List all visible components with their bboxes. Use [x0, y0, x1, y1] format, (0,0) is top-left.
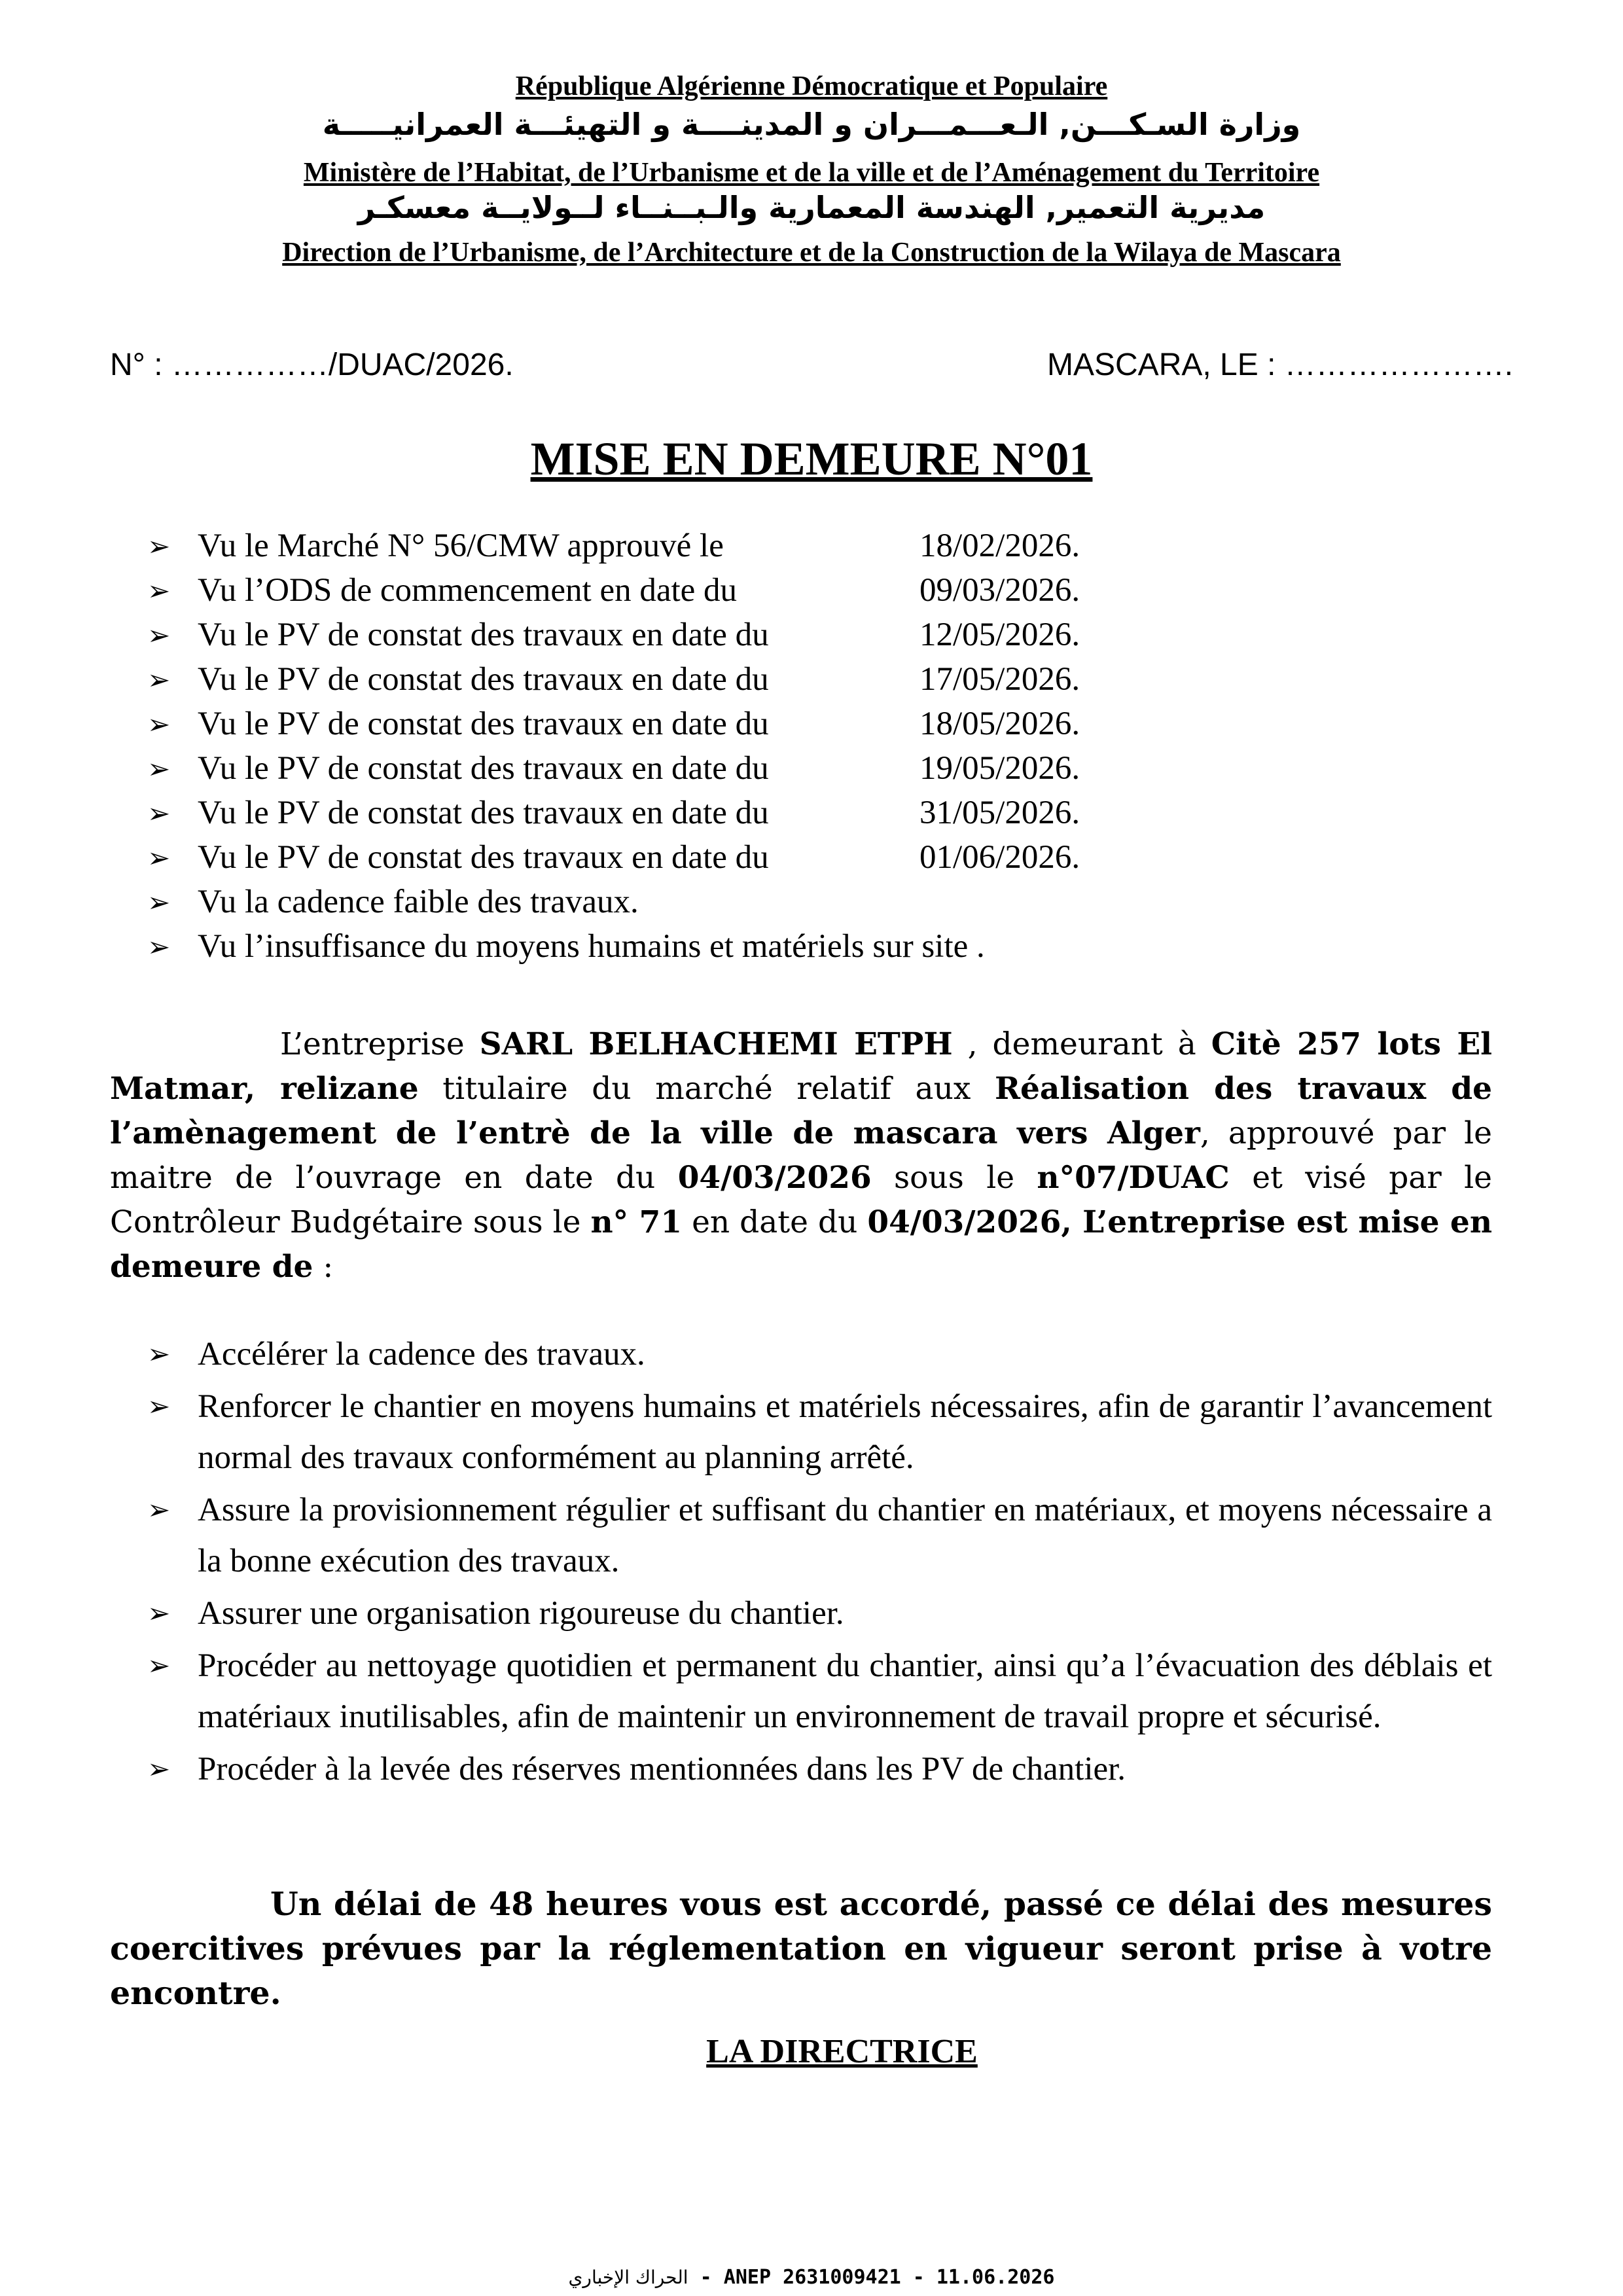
action-text: Procéder à la levée des réserves mentionnées dans les PV de chantier. [198, 1751, 1126, 1787]
header-direction-fr: Direction de l’Urbanisme, de l’Architecture et de la Construction de la Wilaya de Mascara [282, 238, 1341, 268]
list-item [147, 835, 1194, 880]
header-republic: République Algérienne Démocratique et Populaire [515, 71, 1108, 101]
item-label: Vu le PV de constat des travaux en date du [198, 617, 769, 653]
arrowhead-bullet-icon: ➢ [147, 886, 171, 918]
item-label: Vu la cadence faible des travaux. [198, 884, 639, 920]
approval-number: n°07/DUAC [1037, 1160, 1230, 1196]
arrowhead-bullet-icon: ➢ [147, 574, 171, 607]
arrowhead-bullet-icon: ➢ [147, 797, 171, 829]
list-item [147, 791, 1194, 835]
arrowhead-bullet-icon: ➢ [147, 1597, 171, 1629]
company-name: SARL BELHACHEMI ETPH [479, 1026, 953, 1062]
arrowhead-bullet-icon: ➢ [147, 663, 171, 696]
signature-title: LA DIRECTRICE [706, 2033, 978, 2070]
arrowhead-bullet-icon: ➢ [147, 1494, 171, 1526]
closing-paragraph [110, 1882, 1492, 2015]
action-text: Accélérer la cadence des travaux. [198, 1336, 645, 1372]
action-text: Renforcer le chantier en moyens humains et matériels nécessaires, afin de garantir l’avancement normal des travaux conformément au planning arrêté. [198, 1388, 1492, 1476]
project-title: Réalisation des travaux de l’amènagement de l’entrè de la ville de mascara vers Alger [110, 1071, 1492, 1151]
arrowhead-bullet-icon: ➢ [147, 1753, 171, 1785]
list-item [147, 1329, 1492, 1380]
action-text: Procéder au nettoyage quotidien et permanent du chantier, ainsi qu’a l’évacuation des déblais et matériaux inutilisables, afin de maintenir un environnement de travail propre et sécurisé. [198, 1647, 1492, 1735]
list-item [147, 702, 1194, 746]
item-date: 09/03/2026. [919, 572, 1080, 609]
visa-number: n° 71 [590, 1204, 683, 1240]
header-ministry-fr: Ministère de l’Habitat, de l’Urbanisme et de la ville et de l’Aménagement du Territoire [303, 158, 1320, 188]
item-label: Vu le PV de constat des travaux en date du [198, 795, 769, 831]
list-item [147, 1588, 1492, 1639]
place-date: MASCARA, LE : …………………. [1047, 348, 1514, 382]
text-segment: : [313, 1249, 334, 1285]
list-item [147, 1381, 1492, 1483]
visa-phrase: 04/03/2026, L’entreprise est mise en demeure de [110, 1204, 1492, 1285]
text-segment: L’entreprise [280, 1026, 480, 1062]
arrowhead-bullet-icon: ➢ [147, 1649, 171, 1681]
text-segment: titulaire du marché relatif aux [418, 1071, 995, 1107]
arrowhead-bullet-icon: ➢ [147, 708, 171, 740]
closing-text: Un délai de 48 heures vous est accordé, passé ce délai des mesures coercitives prévues par la réglementation en vigueur seront prise à votre encontre. [110, 1885, 1492, 2012]
actions-list [147, 1329, 1492, 1796]
arrowhead-bullet-icon: ➢ [147, 619, 171, 651]
list-item [147, 1484, 1492, 1587]
list-item [147, 924, 1194, 969]
item-date: 01/06/2026. [919, 839, 1080, 876]
list-item [147, 880, 1194, 924]
document-title: MISE EN DEMEURE N°01 [530, 433, 1093, 485]
list-item [147, 568, 1194, 613]
arrowhead-bullet-icon: ➢ [147, 1338, 171, 1370]
action-text: Assurer une organisation rigoureuse du chantier. [198, 1595, 844, 1632]
item-label: Vu l’ODS de commencement en date du [198, 572, 738, 609]
arrowhead-bullet-icon: ➢ [147, 529, 171, 562]
newspaper-name: الحراك الإخباري [568, 2267, 688, 2288]
reference-number: N° : ……………/DUAC/2026. [110, 348, 514, 382]
arrowhead-bullet-icon: ➢ [147, 752, 171, 785]
item-date: 31/05/2026. [919, 795, 1080, 831]
footer-publication [0, 2266, 1623, 2289]
list-item [147, 657, 1194, 702]
text-segment: sous le [871, 1160, 1037, 1196]
text-segment: , demeurant à [952, 1026, 1211, 1062]
arrowhead-bullet-icon: ➢ [147, 930, 171, 963]
approval-date: 04/03/2026 [677, 1160, 872, 1196]
item-date: 19/05/2026. [919, 750, 1080, 787]
item-label: Vu le PV de constat des travaux en date du [198, 661, 769, 698]
item-label: Vu l’insuffisance du moyens humains et matériels sur site . [198, 928, 985, 965]
list-item [147, 613, 1194, 657]
item-label: Vu le PV de constat des travaux en date du [198, 750, 769, 787]
list-item [147, 1640, 1492, 1742]
considerations-list [147, 524, 1194, 969]
header-direction-ar: مديرية التعمير, الهندسة المعمارية والـبــنــاء لــولايــة معسكـر [357, 190, 1266, 225]
list-item [147, 524, 1194, 568]
header-ministry-ar: وزارة السـكـــن, الـعـــمـــران و المدينــــة و التهيئـــة العمرانيـــــة [322, 107, 1301, 142]
text-segment: en date du [682, 1204, 868, 1240]
item-label: Vu le Marché N° 56/CMW approuvé le [198, 528, 724, 564]
item-label: Vu le PV de constat des travaux en date du [198, 839, 769, 876]
item-date: 12/05/2026. [919, 617, 1080, 653]
list-item [147, 1744, 1492, 1795]
text-segment: , approuvé par le maitre de l’ouvrage en date du [110, 1115, 1492, 1196]
arrowhead-bullet-icon: ➢ [147, 1390, 171, 1422]
text-segment: et visé par le Contrôleur Budgétaire sous le [110, 1160, 1492, 1240]
anep-reference: - ANEP 2631009421 - 11.06.2026 [700, 2266, 1055, 2289]
item-date: 17/05/2026. [919, 661, 1080, 698]
item-date: 18/05/2026. [919, 706, 1080, 742]
item-label: Vu le PV de constat des travaux en date du [198, 706, 769, 742]
action-text: Assure la provisionnement régulier et suffisant du chantier en matériaux, et moyens nécessaire a la bonne exécution des travaux. [198, 1492, 1492, 1579]
company-address: Citè 257 lots El Matmar, relizane [110, 1026, 1493, 1107]
item-date: 18/02/2026. [919, 528, 1080, 564]
arrowhead-bullet-icon: ➢ [147, 841, 171, 874]
body-paragraph [110, 1022, 1492, 1289]
list-item [147, 746, 1194, 791]
